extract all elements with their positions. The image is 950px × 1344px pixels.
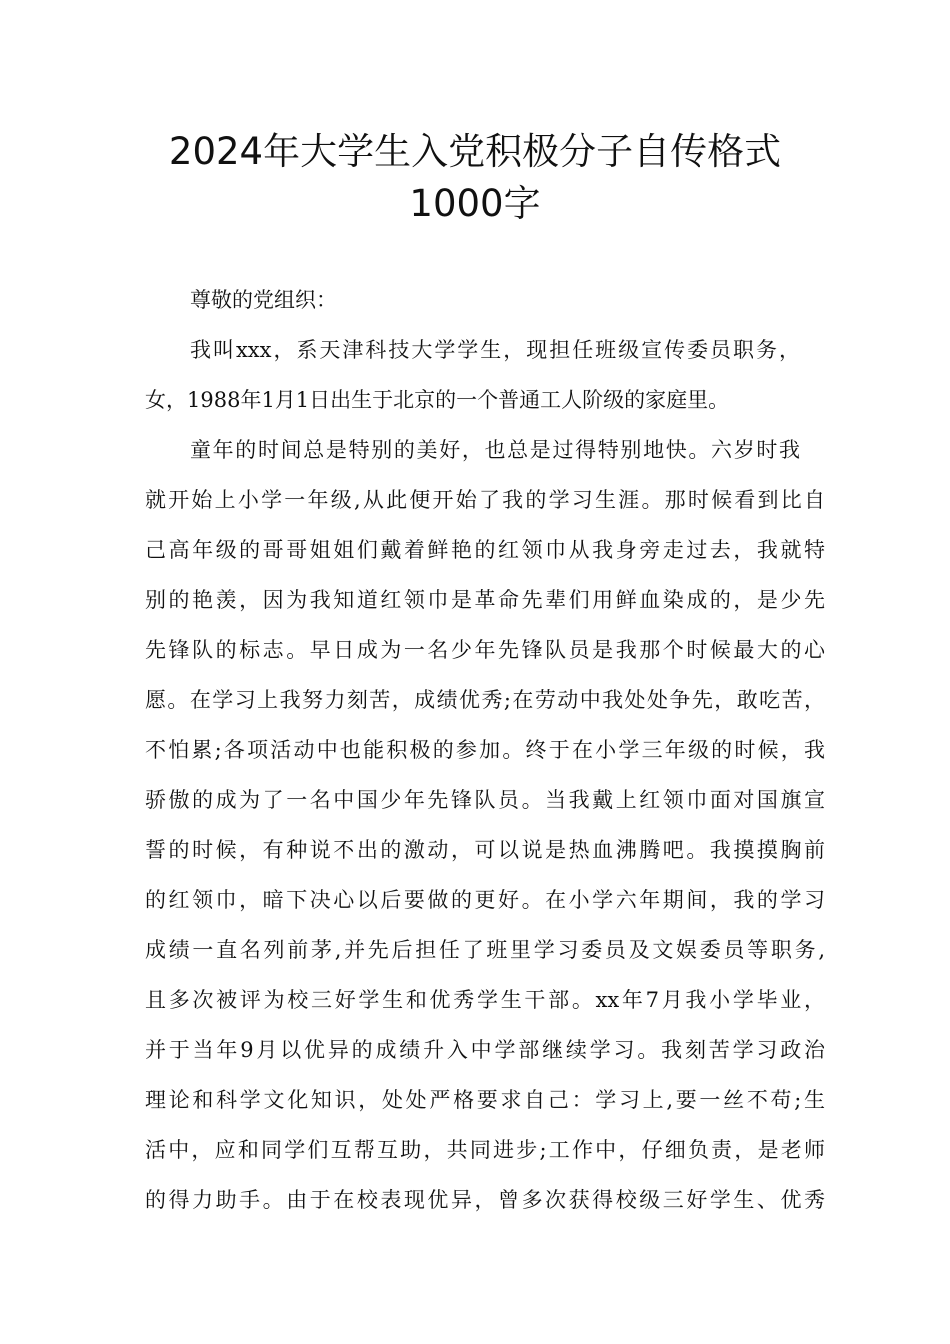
body-line: 成绩一直名列前茅,并先后担任了班里学习委员及文娱委员等职务, — [145, 938, 825, 962]
body-line: 女，1988年1月1日出生于北京的一个普通工人阶级的家庭里。 — [145, 388, 730, 412]
body-line: 骄傲的成为了一名中国少年先锋队员。当我戴上红领巾面对国旗宣 — [145, 788, 825, 812]
body-line: 己高年级的哥哥姐姐们戴着鲜艳的红领巾从我身旁走过去，我就特 — [145, 538, 825, 562]
body-line: 并于当年9月以优异的成绩升入中学部继续学习。我刻苦学习政治 — [145, 1038, 825, 1062]
body-line: 就开始上小学一年级,从此便开始了我的学习生涯。那时候看到比自 — [145, 488, 825, 512]
body-line: 的得力助手。由于在校表现优异，曾多次获得校级三好学生、优秀 — [145, 1188, 825, 1212]
body-line: 我叫xxx，系天津科技大学学生，现担任班级宣传委员职务， — [190, 338, 800, 362]
body-line: 先锋队的标志。早日成为一名少年先锋队员是我那个时候最大的心 — [145, 638, 825, 662]
body-line: 的红领巾，暗下决心以后要做的更好。在小学六年期间，我的学习 — [145, 888, 825, 912]
body-line: 且多次被评为校三好学生和优秀学生干部。xx年7月我小学毕业， — [145, 988, 825, 1012]
salutation: 尊敬的党组织： — [190, 288, 337, 312]
body-line: 别的艳羡，因为我知道红领巾是革命先辈们用鲜血染成的，是少先 — [145, 588, 825, 612]
body-line: 理论和科学文化知识，处处严格要求自己：学习上,要一丝不苟;生 — [145, 1088, 825, 1112]
body-line: 童年的时间总是特别的美好，也总是过得特别地快。六岁时我 — [190, 438, 800, 462]
document-title-line-1: 2024年大学生入党积极分子自传格式 — [168, 130, 782, 173]
body-line: 活中，应和同学们互帮互助，共同进步;工作中，仔细负责，是老师 — [145, 1138, 825, 1162]
document-title-line-2: 1000字 — [409, 182, 541, 225]
body-line: 不怕累;各项活动中也能积极的参加。终于在小学三年级的时候，我 — [145, 738, 825, 762]
body-line: 愿。在学习上我努力刻苦，成绩优秀;在劳动中我处处争先，敢吃苦， — [145, 688, 825, 712]
body-line: 誓的时候，有种说不出的激动，可以说是热血沸腾吧。我摸摸胸前 — [145, 838, 825, 862]
